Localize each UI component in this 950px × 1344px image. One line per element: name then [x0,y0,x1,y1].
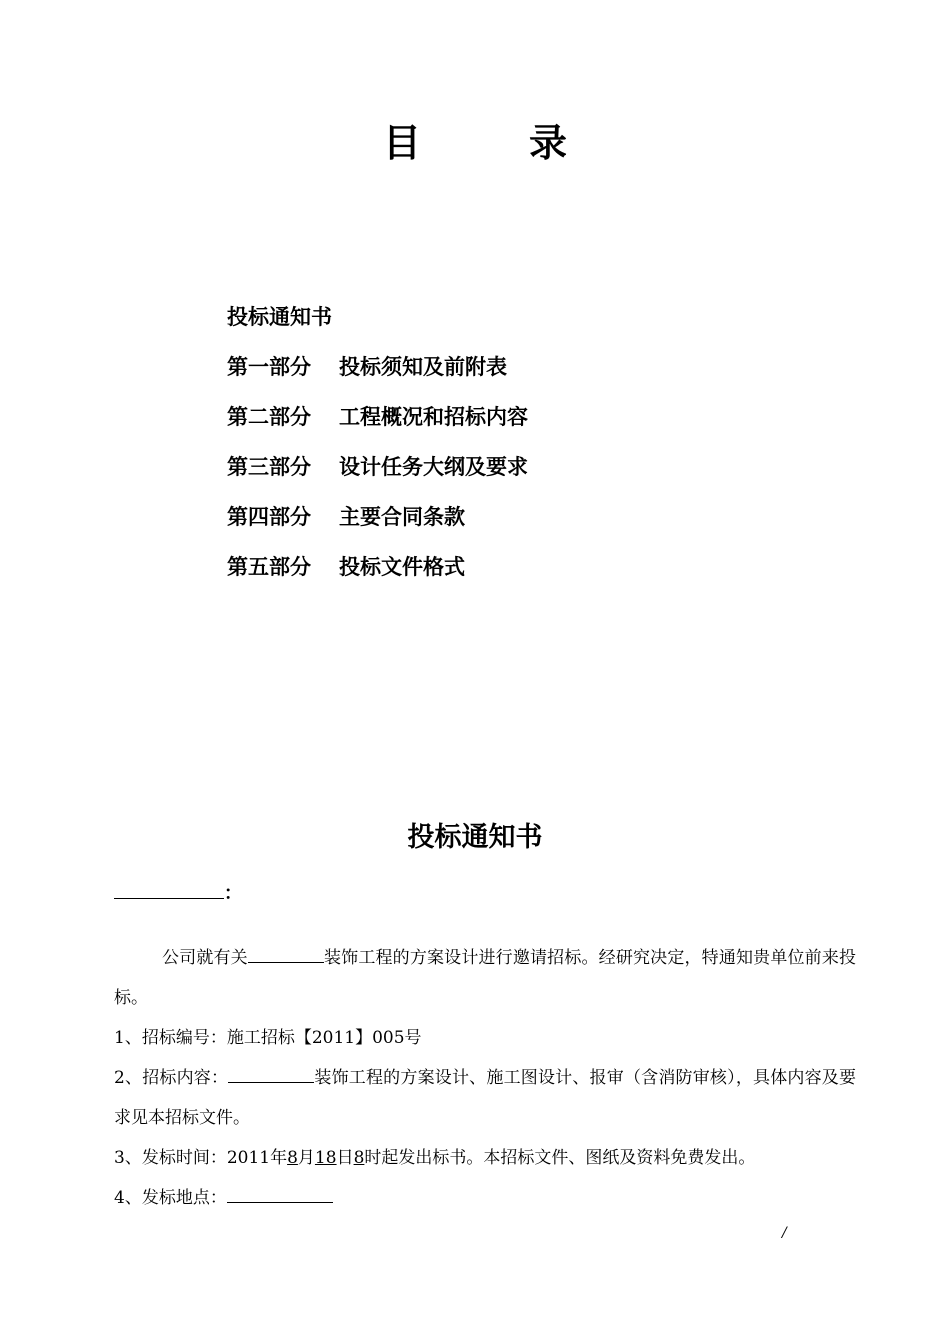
issue-day: 18 [314,1148,337,1168]
para1-text-a: 公司就有关 [162,948,248,968]
toc-item-part: 第二部分 [227,404,311,429]
toc-title-right: 录 [529,120,568,165]
item4-text: 4、发标地点： [114,1188,227,1208]
toc-item-title: 设计任务大纲及要求 [339,454,528,479]
page-mark: / [782,1225,787,1241]
item2-text-a: 2、招标内容： [114,1068,229,1088]
toc-item [227,550,827,600]
toc-item [227,400,827,450]
item3-text-d: 时起发出标书。本招标文件、图纸及资料免费发出。 [364,1148,756,1168]
toc-item-title: 投标通知书 [227,304,332,329]
toc-item [227,300,827,350]
addressee-suffix: ： [224,883,242,904]
project-name-blank [248,944,324,963]
item3-text-a: 3、发标时间：2011年 [114,1148,288,1168]
toc-item-title: 投标须知及前附表 [339,354,507,379]
item2-text-b: 装饰工程的方案设计、施工图设计、报审（含消防审核），具体内容及要求见本招标文件。 [114,1068,856,1128]
item3-text-c: 日 [336,1148,354,1168]
toc-item-part: 第四部分 [227,504,311,529]
para1-text-b: 装饰工程的方案设计进行邀请招标。经研究决定，特通知贵单位前来投标。 [114,948,857,1008]
notice-item-4 [114,1178,856,1218]
toc-item [227,450,827,500]
addressee-line [114,876,242,910]
toc-item [227,500,827,550]
toc-item [227,350,827,400]
notice-body [114,938,856,1218]
toc-item-title: 工程概况和招标内容 [339,404,528,429]
item3-text-b: 月 [297,1148,315,1168]
notice-item-2 [114,1058,856,1138]
toc-item-title: 主要合同条款 [339,504,465,529]
toc-title-left: 目 [382,120,421,165]
addressee-blank [114,876,224,899]
toc-title [0,118,950,168]
notice-title: 投标通知书 [407,822,543,853]
notice-item-3 [114,1138,856,1178]
issue-location-blank [227,1184,333,1203]
issue-hour: 8 [353,1148,365,1168]
project-name-blank [228,1064,314,1083]
toc-item-title: 投标文件格式 [339,554,465,579]
notice-item-1 [114,1018,856,1058]
item1-text: 1、招标编号：施工招标【2011】005号 [114,1028,422,1048]
toc-list [227,300,827,600]
toc-item-part: 第一部分 [227,354,311,379]
notice-paragraph-1 [114,938,856,1018]
toc-item-part: 第三部分 [227,454,311,479]
issue-month: 8 [287,1148,298,1168]
toc-item-part: 第五部分 [227,554,311,579]
